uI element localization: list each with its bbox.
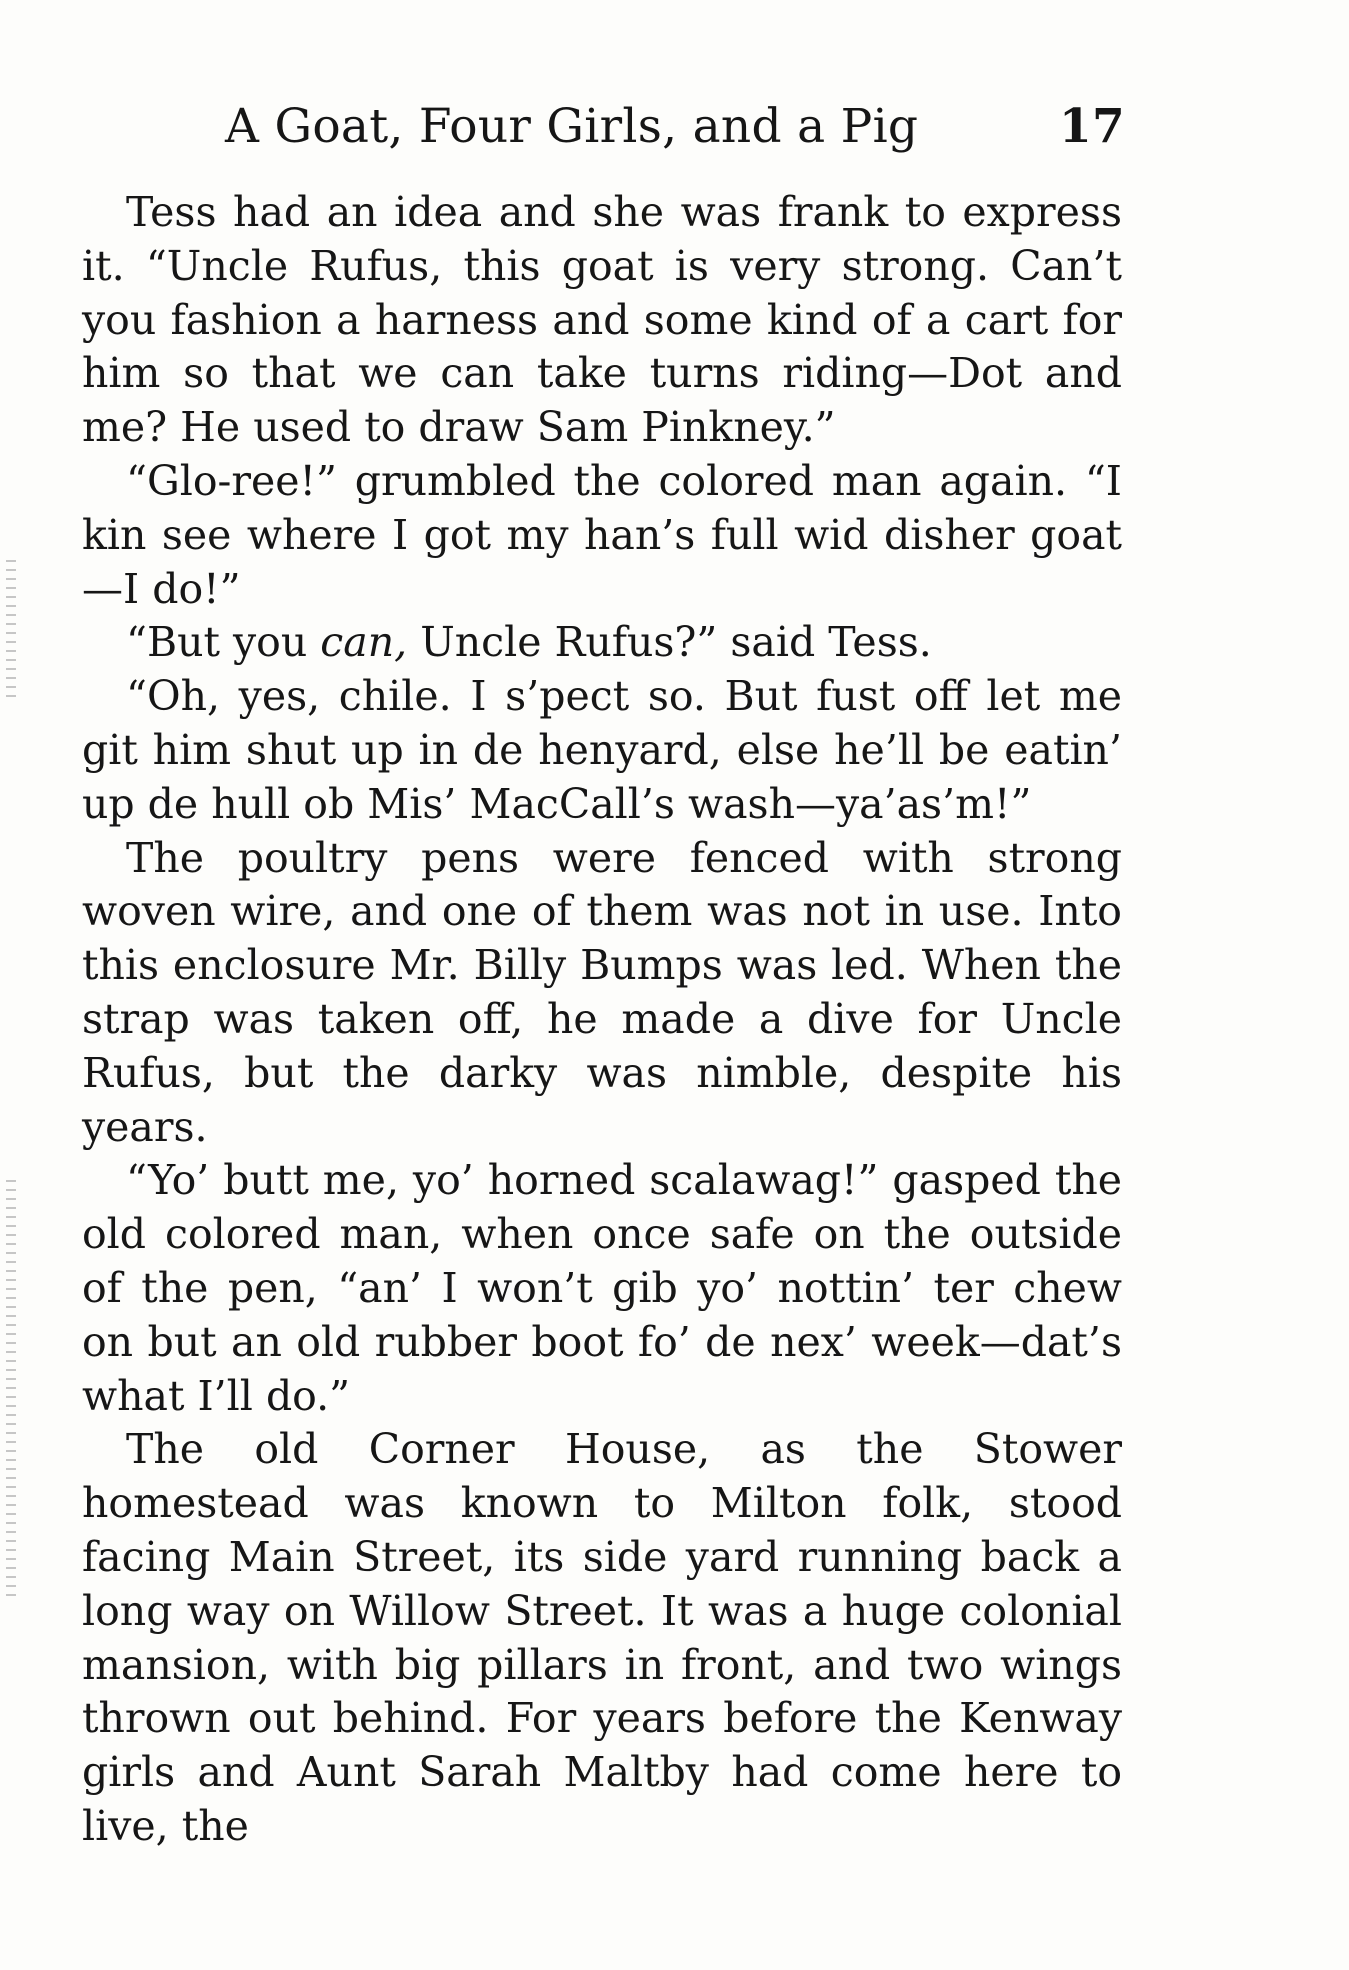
body-text [82, 186, 1122, 1854]
paragraph: Tess had an idea and she was frank to express it. “Uncle Rufus, this goat is very strong. Can’t you fashion a harness and some kind of a cart for him so that we can take turns riding—Dot and me? He used to draw Sam Pinkney.” [82, 188, 1122, 452]
header-title: A Goat, Four Girls, and a Pig [225, 99, 919, 154]
page-number: 17 [1058, 99, 1125, 154]
emphasis-text: can, [320, 618, 408, 667]
running-header [225, 92, 1125, 162]
paragraph: “Oh, yes, chile. I s’pect so. But fust off let me git him shut up in de henyard, else he’ll be eatin’ up de hull ob Mis’ MacCall’s wash—ya’as’m!” [82, 672, 1122, 828]
margin-speckle [6, 560, 16, 700]
paragraph-text: Uncle Rufus?” said Tess. [407, 618, 932, 667]
paragraph-text: “But you [126, 618, 321, 667]
margin-speckle [6, 1180, 16, 1600]
paragraph [82, 616, 1122, 670]
paragraph: The old Corner House, as the Stower homestead was known to Milton folk, stood facing Main Street, its side yard running back a long way on Willow Street. It was a huge colonial mansion, with big pillars in front, and two wings thrown out behind. For years before the Kenway girls and Aunt Sarah Maltby had come here to live, the [82, 1425, 1122, 1850]
paragraph: The poultry pens were fenced with strong woven wire, and one of them was not in use. Into this enclosure Mr. Billy Bumps was led. When the strap was taken off, he made a dive for Uncle Rufus, but the darky was nimble, despite his years. [82, 833, 1122, 1151]
paragraph: “Yo’ butt me, yo’ horned scalawag!” gasped the old colored man, when once safe on the outside of the pen, “an’ I won’t gib yo’ nottin’ ter chew on but an old rubber boot fo’ de nex’ week—dat’s what I’ll do.” [82, 1156, 1122, 1420]
paragraph: “Glo-ree!” grumbled the colored man again. “I kin see where I got my han’s full wid disher goat—I do!” [82, 456, 1122, 613]
